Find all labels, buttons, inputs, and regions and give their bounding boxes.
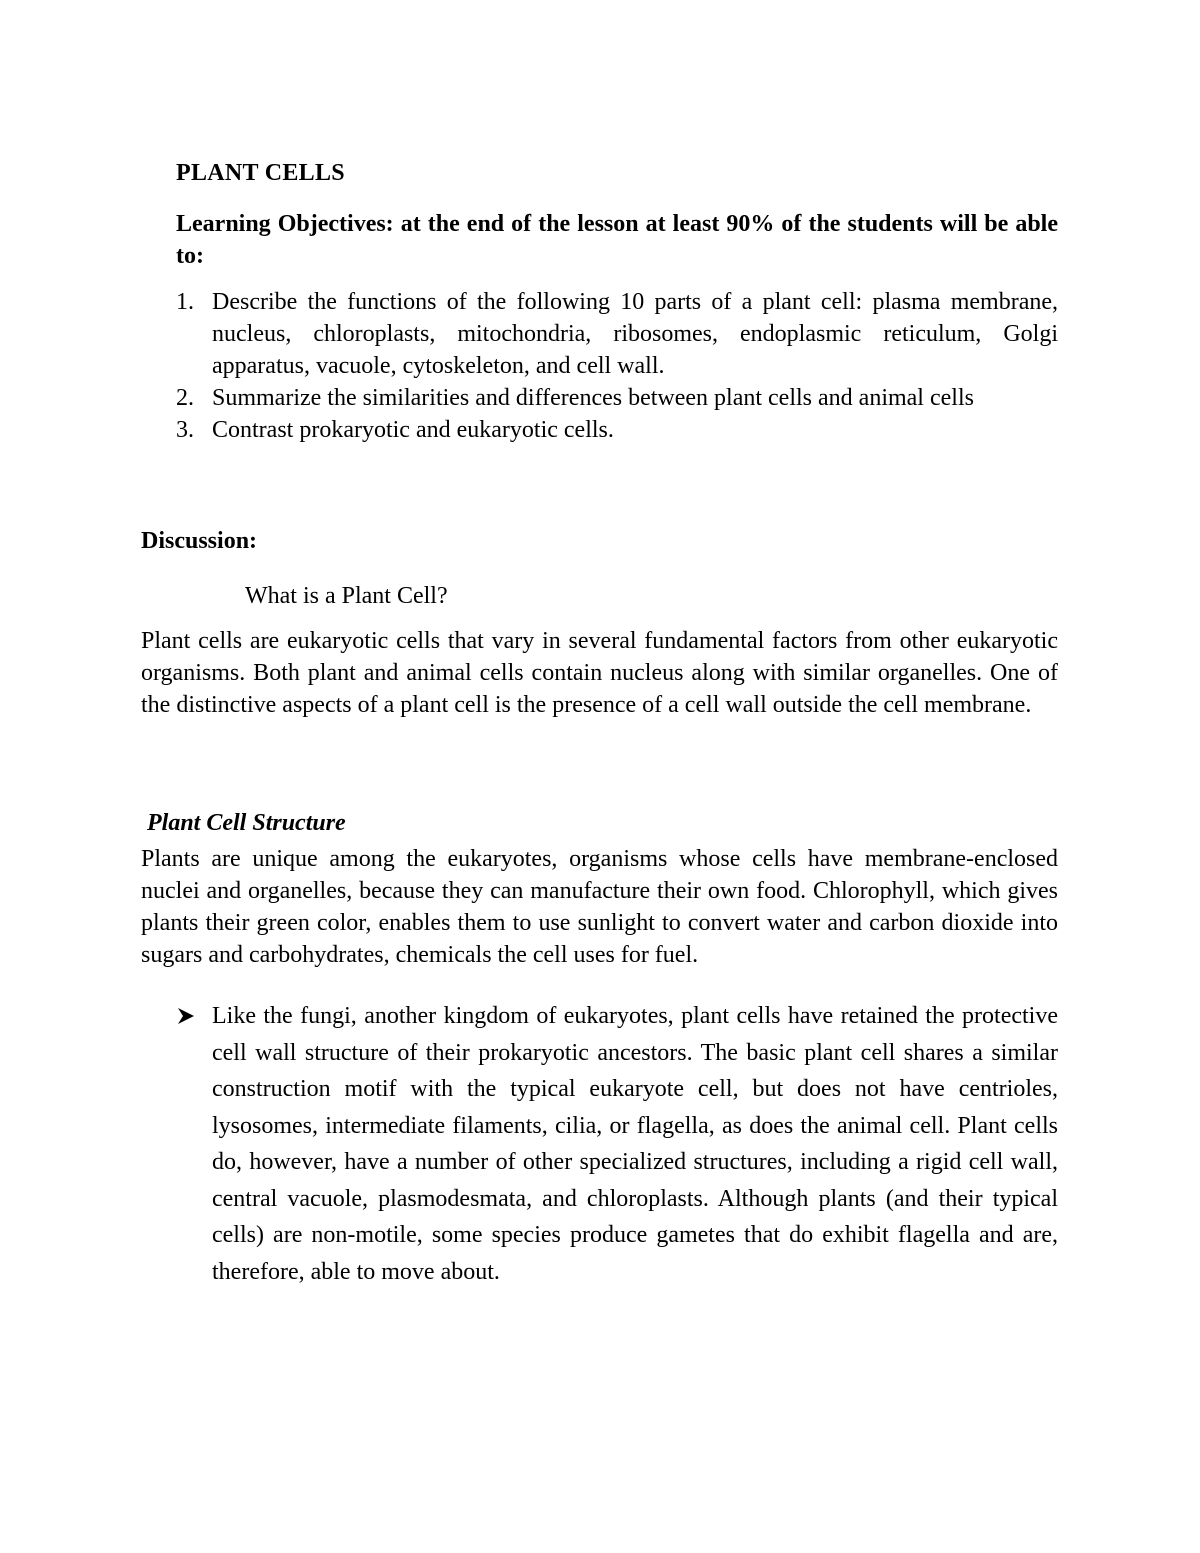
plant-cell-definition-paragraph: Plant cells are eukaryotic cells that vary in several fundamental factors from other eukaryotic organisms. Both plant and animal cells contain nucleus along with similar organelles. One of the distinctive aspects of a plant cell is the presence of a cell wall outside the cell membrane. [141, 628, 1058, 718]
objective-number: 2. [176, 385, 194, 411]
bullet-text: Like the fungi, another kingdom of eukaryotes, plant cells have retained the protective cell wall structure of their prokaryotic ancestors. The basic plant cell shares a similar construction motif with the typical eukaryote cell, but does not have centrioles, lysosomes, intermediate filaments, cilia, or flagella, as does the animal cell. Plant cells do, however, have a number of other specialized structures, including a rigid cell wall, central vacuole, plasmodesmata, and chloroplasts. Although plants (and their typical cells) are non-motile, some species produce gametes that do exhibit flagella and are, therefore, able to move about. [212, 1003, 1058, 1285]
plant-cell-structure-heading: Plant Cell Structure [147, 810, 346, 836]
objective-text: Describe the functions of the following 10 parts of a plant cell: plasma membrane, nucleus, chloroplasts, mitochondria, ribosomes, endoplasmic reticulum, Golgi apparatus, vacuole, cytoskeleton, and cell wall. [212, 289, 1058, 379]
bullet-item [176, 998, 1058, 1290]
what-is-plant-cell-subheading: What is a Plant Cell? [245, 583, 448, 609]
objective-item [176, 286, 1058, 382]
plant-cell-structure-paragraph: Plants are unique among the eukaryotes, organisms whose cells have membrane-enclosed nuclei and organelles, because they can manufacture their own food. Chlorophyll, which gives plants their green color, enables them to use sunlight to convert water and carbon dioxide into sugars and carbohydrates, chemicals the cell uses for fuel. [141, 846, 1058, 968]
objective-text: Contrast prokaryotic and eukaryotic cells. [212, 417, 614, 443]
learning-objectives-heading: Learning Objectives: at the end of the lesson at least 90% of the students will be able to: [176, 211, 1058, 269]
page-title: PLANT CELLS [176, 160, 345, 186]
objective-item [176, 414, 1058, 446]
arrow-bullet-icon [176, 1006, 196, 1026]
objective-text: Summarize the similarities and differences between plant cells and animal cells [212, 385, 974, 411]
objective-number: 1. [176, 289, 194, 315]
objective-item [176, 382, 1058, 414]
objective-number: 3. [176, 417, 194, 443]
discussion-heading: Discussion: [141, 528, 258, 554]
objectives-list [176, 286, 1058, 446]
